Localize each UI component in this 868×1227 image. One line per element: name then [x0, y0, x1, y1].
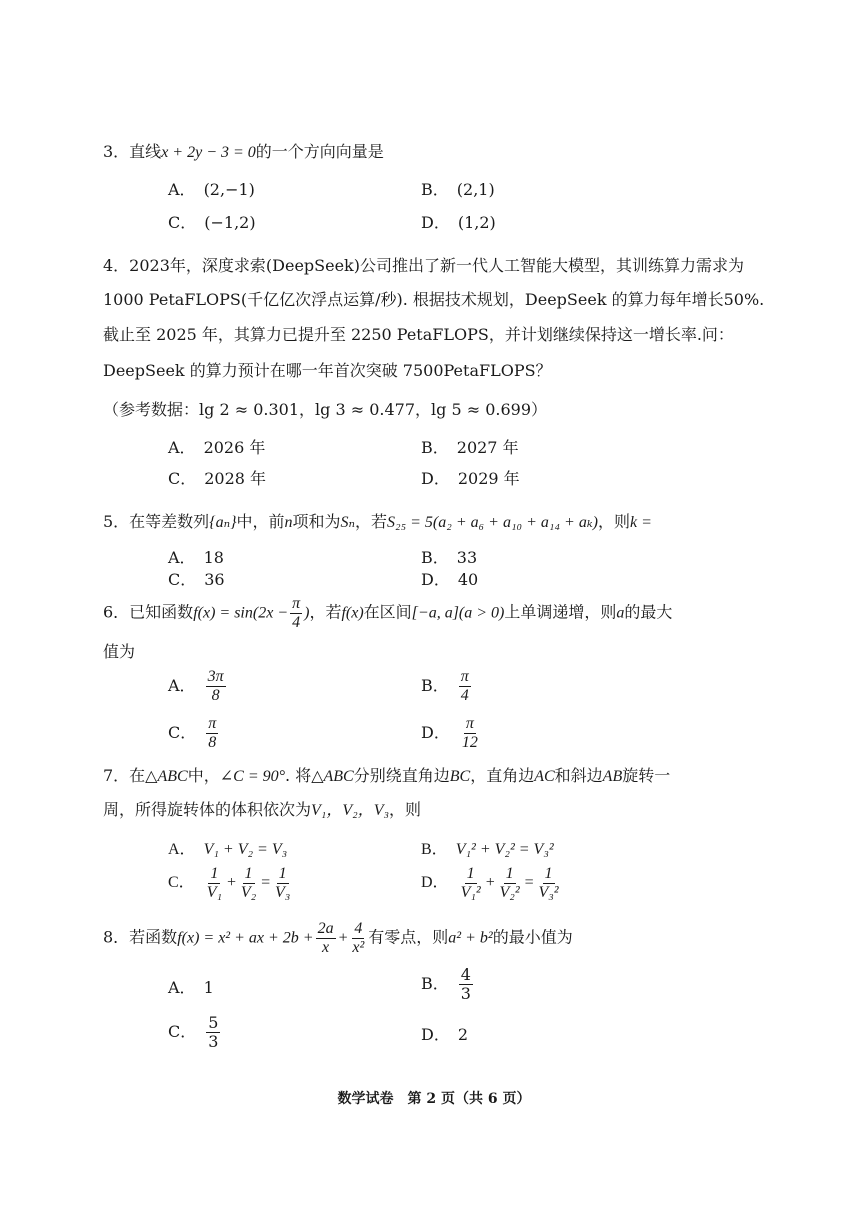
q8-stem: 8．若函数f(x) = x² + ax + 2b + $\frac{2a}{x}$ + $\frac{4}{\text{x²}}$ 有零点，则a² + b²的最小值为 — [103, 920, 573, 956]
q3-option-c[interactable]: C． (−1,2) — [168, 213, 256, 232]
q3-formula: x + 2y − 3 = 0 — [161, 144, 256, 161]
q5-formula: S₂₅ = 5(a₂ + a₆ + a₁₀ + a₁₄ + aₖ) — [387, 514, 598, 531]
q7-option-a[interactable]: A． V₁ + V₂ = V₃ — [168, 841, 288, 858]
q5-option-c[interactable]: C． 36 — [168, 570, 225, 589]
q6-option-a[interactable]: A． $\frac{3\pi}{8}$ — [168, 668, 224, 704]
q4-option-d[interactable]: D． 2029 年 — [421, 469, 520, 488]
q4-option-b[interactable]: B． 2027 年 — [421, 438, 519, 457]
page-footer: 数学试卷 第 2 页（共 6 页） — [337, 1091, 531, 1107]
q7-line-2: 周，所得旋转体的体积依次为V₁，V₂，V₃，则 — [103, 800, 422, 819]
q3-option-b[interactable]: B． (2,1) — [421, 180, 495, 199]
q3-option-a[interactable]: A． (2,−1) — [168, 180, 255, 199]
q4-line-2: 1000 PetaFLOPS(千亿亿次浮点运算/秒). 根据技术规划，DeepSeek 的算力每年增长50%. — [103, 290, 765, 309]
q4-line-4: DeepSeek 的算力预计在哪一年首次突破 7500PetaFLOPS？ — [103, 361, 552, 380]
q7-option-d[interactable]: D． $\frac{1}{\text{V₁²}}$ + $\frac{1}{\text{V₂²}}$ = $\frac{1}{\text{V₃²}}$ — [421, 865, 559, 901]
q4-reference-data: （参考数据：lg 2 ≈ 0.301，lg 3 ≈ 0.477，lg 5 ≈ 0.699） — [103, 400, 548, 419]
q5-option-a[interactable]: A． 18 — [168, 548, 224, 567]
q3-stem-text: 3．直线 — [103, 142, 162, 161]
q6-line-2: 值为 — [103, 642, 136, 661]
q8-option-d[interactable]: D． 2 — [421, 1025, 469, 1044]
q8-option-c[interactable]: C． $\frac{5}{3}$ — [168, 1013, 219, 1051]
q3-stem — [103, 142, 384, 162]
q4-line-3: 截止至 2025 年，其算力已提升至 2250 PetaFLOPS，并计划继续保持这一增长率.问： — [103, 325, 734, 344]
q6-option-c[interactable]: C． $\frac{\pi}{8}$ — [168, 715, 217, 751]
q4-line-1: 4．2023年，深度求索(DeepSeek)公司推出了新一代人工智能大模型，其训练算力需求为 — [103, 256, 744, 275]
q8-option-b[interactable]: B． $\frac{4}{3}$ — [421, 965, 471, 1003]
q6-option-b[interactable]: B． $\frac{\pi}{4}$ — [421, 668, 469, 704]
q6-option-d[interactable]: D． $\frac{\pi}{12}$ — [421, 715, 478, 751]
q4-option-a[interactable]: A． 2026 年 — [168, 438, 266, 457]
q6-function: f(x) = sin(2x − — [193, 604, 289, 622]
q3-option-d[interactable]: D． (1,2) — [421, 213, 496, 232]
q5-sequence: {aₙ} — [209, 514, 237, 531]
q6-stem: 6．已知函数f(x) = sin(2x − $\frac{\pi}{4}$ )，若f(x)在区间[−a, a](a > 0)上单调递增，则a的最大 — [103, 595, 673, 631]
q5-stem: 5．在等差数列{aₙ}中，前n项和为Sₙ，若S₂₅ = 5(a₂ + a₆ + a₁₀ + a₁₄ + aₖ)，则k = — [103, 512, 652, 531]
q8-option-a[interactable]: A． 1 — [168, 978, 214, 997]
q6-interval: [−a, a](a > 0) — [411, 604, 505, 622]
q7-option-c[interactable]: C． $\frac{1}{\text{V₁}}$ + $\frac{1}{\text{V₂}}$ = $\frac{1}{\text{V₃}}$ — [168, 865, 291, 901]
q7-line-1: 7．在△ABC中，∠C = 90°. 将△ABC分别绕直角边BC，直角边AC和斜边AB旋转一 — [103, 766, 671, 785]
q5-option-d[interactable]: D． 40 — [421, 570, 479, 589]
q7-option-b[interactable]: B． V₁² + V₂² = V₃² — [421, 841, 554, 858]
q8-function: f(x) = x² + ax + 2b + — [177, 929, 314, 947]
q6-pi-over-4: $\frac{\pi}{4}$ — [292, 595, 301, 631]
q4-option-c[interactable]: C． 2028 年 — [168, 469, 267, 488]
q5-option-b[interactable]: B． 33 — [421, 548, 478, 567]
q3-stem-text-2: 的一个方向向量是 — [255, 142, 384, 161]
